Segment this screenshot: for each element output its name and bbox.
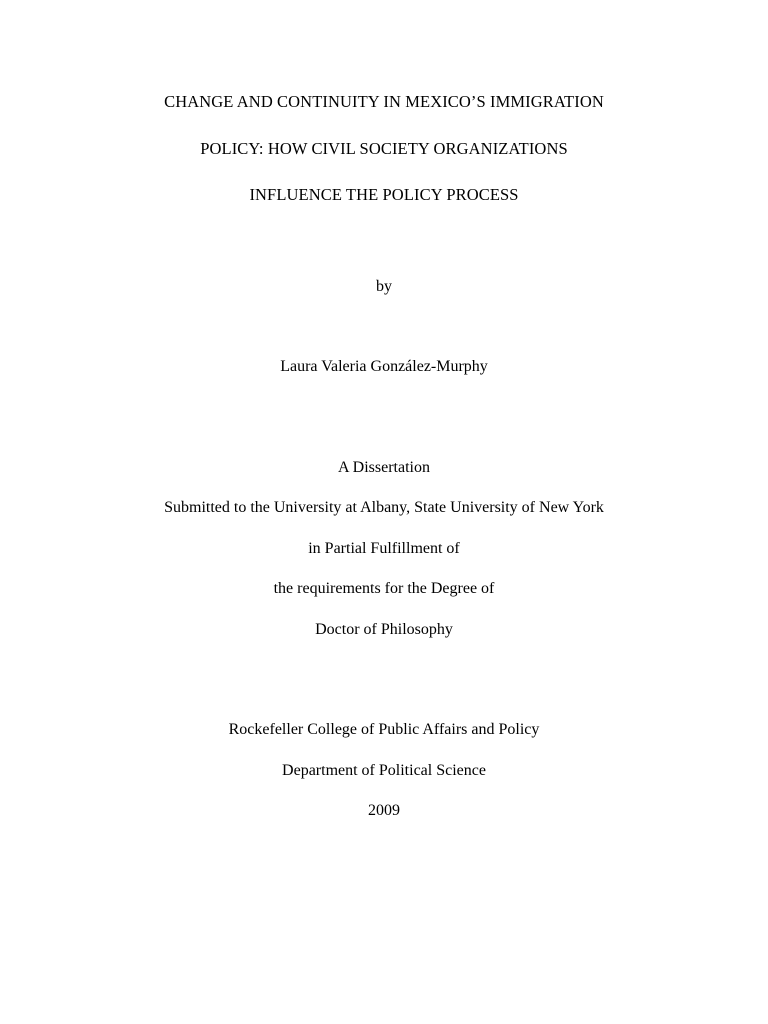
partial-fulfillment-line: in Partial Fulfillment of xyxy=(308,540,460,557)
submitted-to-line: Submitted to the University at Albany, State University of New York xyxy=(164,499,604,516)
year-line: 2009 xyxy=(368,802,400,819)
title-line-1: CHANGE AND CONTINUITY IN MEXICO’S IMMIGRATION xyxy=(164,92,604,111)
by-line: by xyxy=(376,278,392,295)
author-name: Laura Valeria González-Murphy xyxy=(280,358,488,375)
dissertation-label: A Dissertation xyxy=(338,459,430,476)
requirements-line: the requirements for the Degree of xyxy=(273,580,495,597)
college-line: Rockefeller College of Public Affairs and Policy xyxy=(228,721,540,738)
title-line-3: INFLUENCE THE POLICY PROCESS xyxy=(249,185,519,204)
title-line-2: POLICY: HOW CIVIL SOCIETY ORGANIZATIONS xyxy=(200,139,568,158)
department-line: Department of Political Science xyxy=(282,762,486,779)
degree-line: Doctor of Philosophy xyxy=(315,621,453,638)
